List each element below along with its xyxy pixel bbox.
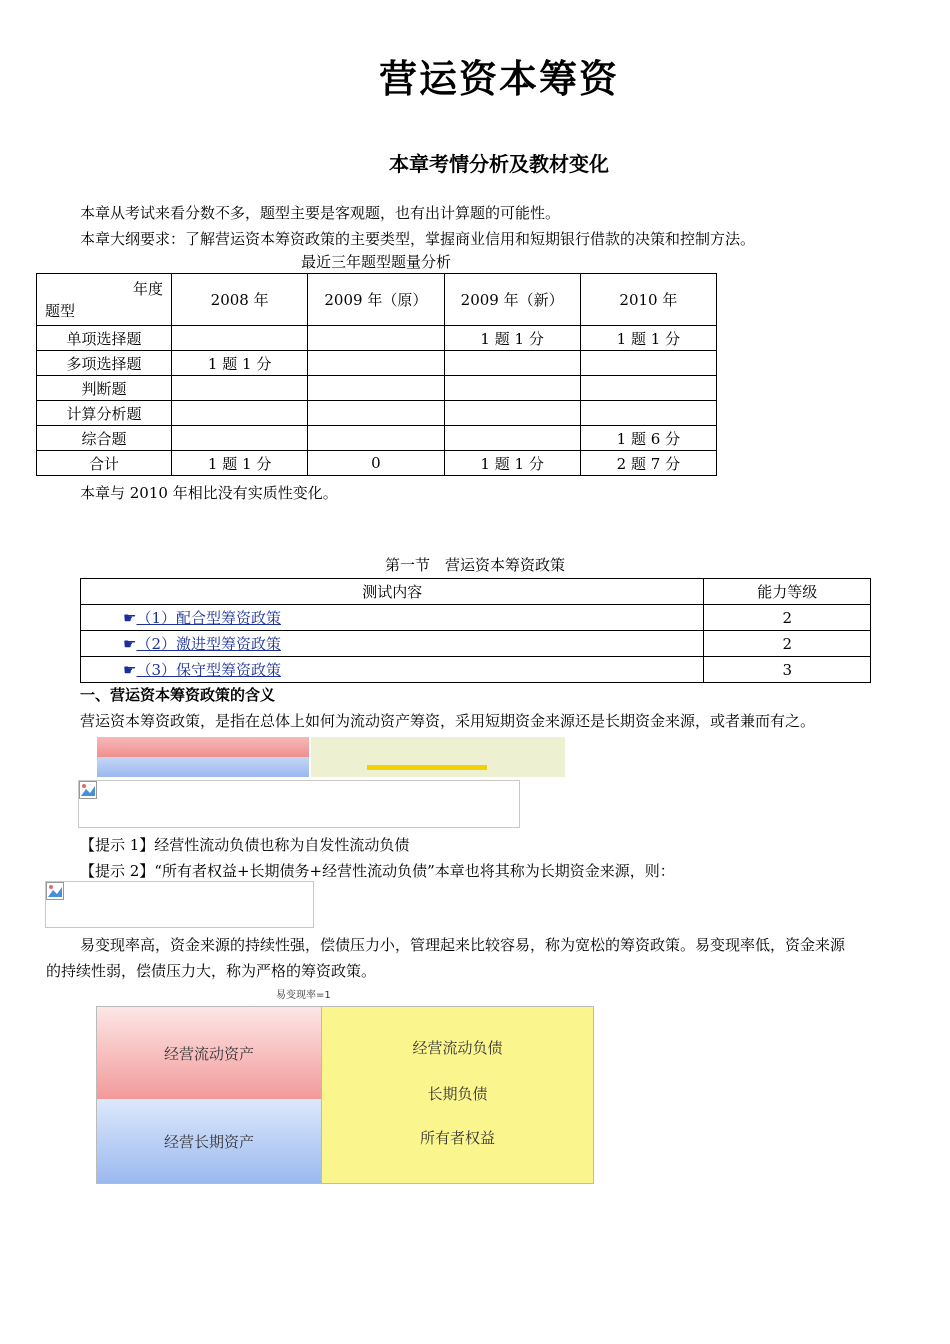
table-cell — [444, 376, 580, 401]
table1-caption: 最近三年题型题量分析 — [300, 253, 451, 271]
cropped-diagram-image — [97, 737, 565, 777]
table-cell: 1 题 1 分 — [444, 451, 580, 476]
table-row — [81, 657, 871, 683]
table-cell — [308, 426, 444, 451]
page-title: 营运资本筹资 — [378, 56, 619, 101]
test-item-cell — [81, 657, 704, 683]
table-cell — [580, 376, 716, 401]
table-cell — [172, 426, 308, 451]
table-row — [37, 376, 717, 401]
header-cell: 能力等级 — [704, 579, 871, 605]
header-cell: 2008 年 — [172, 274, 308, 326]
corner-cell — [37, 274, 172, 326]
table-cell: 1 题 1 分 — [444, 326, 580, 351]
policy-link-conservative[interactable]: （3）保守型筹资政策 — [136, 661, 281, 679]
row-label: 综合题 — [37, 426, 172, 451]
policy-paragraph-line-2: 的持续性弱，偿债压力大，称为严格的筹资政策。 — [46, 962, 377, 980]
row-label: 多项选择题 — [37, 351, 172, 376]
table-row — [81, 631, 871, 657]
balance-diagram — [96, 1006, 594, 1184]
table-cell: 1 题 1 分 — [172, 351, 308, 376]
definition-paragraph: 营运资本筹资政策，是指在总体上如何为流动资产筹资，采用短期资金来源还是长期资金来源，或者兼而有之。 — [80, 712, 816, 730]
operating-current-assets-label: 经营流动资产 — [163, 1044, 254, 1063]
operating-long-term-assets-block — [97, 1099, 322, 1183]
table-cell — [308, 351, 444, 376]
intro-paragraph-2: 本章大纲要求：了解营运资本筹资政策的主要类型，掌握商业信用和短期银行借款的决策和控制方法。 — [80, 230, 756, 248]
pointing-hand-icon: ☛ — [123, 661, 137, 679]
broken-image-placeholder — [45, 881, 314, 928]
table-cell — [444, 351, 580, 376]
broken-image-placeholder — [78, 780, 520, 828]
funding-sources-block — [322, 1007, 593, 1183]
table-cell — [172, 376, 308, 401]
exam-stats-table — [36, 273, 717, 476]
test-item-cell — [81, 631, 704, 657]
policy-link-matching[interactable]: （1）配合型筹资政策 — [136, 609, 281, 627]
table-header-row — [81, 579, 871, 605]
hint-2: 【提示 2】“所有者权益+长期债务+经营性流动负债”本章也将其称为长期资金来源，则： — [80, 862, 675, 880]
policy-link-aggressive[interactable]: （2）激进型筹资政策 — [136, 635, 281, 653]
chapter-subtitle: 本章考情分析及教材变化 — [389, 152, 609, 176]
table-cell: 2 题 7 分 — [580, 451, 716, 476]
table-cell: 0 — [308, 451, 444, 476]
table-row — [37, 451, 717, 476]
row-label: 单项选择题 — [37, 326, 172, 351]
table-cell — [580, 351, 716, 376]
level-cell: 2 — [704, 631, 871, 657]
table-cell — [308, 326, 444, 351]
table-cell — [580, 401, 716, 426]
table-cell: 1 题 1 分 — [172, 451, 308, 476]
operating-long-term-assets-label: 经营长期资产 — [163, 1132, 254, 1151]
test-content-table — [80, 578, 871, 683]
table-cell: 1 题 6 分 — [580, 426, 716, 451]
table-row — [37, 351, 717, 376]
long-term-liabilities-label: 长期负债 — [427, 1084, 488, 1103]
table-cell — [308, 376, 444, 401]
row-label: 判断题 — [37, 376, 172, 401]
section-heading-1: 一、营运资本筹资政策的含义 — [80, 686, 276, 704]
operating-current-assets-block — [97, 1007, 322, 1099]
pointing-hand-icon: ☛ — [123, 635, 137, 653]
table-header-row — [37, 274, 717, 326]
corner-type-label: 题型 — [45, 302, 76, 320]
no-change-note: 本章与 2010 年相比没有实质性变化。 — [80, 484, 338, 502]
row-label: 合计 — [37, 451, 172, 476]
level-cell: 3 — [704, 657, 871, 683]
broken-image-icon — [79, 781, 97, 799]
header-cell: 2009 年（原） — [308, 274, 444, 326]
section-title: 第一节 营运资本筹资政策 — [384, 556, 565, 574]
header-cell: 测试内容 — [81, 579, 704, 605]
policy-paragraph-line-1: 易变现率高，资金来源的持续性强，偿债压力小，管理起来比较容易，称为宽松的筹资政策。易变现率低，资金来源 — [80, 936, 846, 954]
hint-1: 【提示 1】经营性流动负债也称为自发性流动负债 — [80, 836, 410, 854]
header-cell: 2009 年（新） — [444, 274, 580, 326]
corner-year-label: 年度 — [133, 280, 164, 298]
table-row — [81, 605, 871, 631]
level-cell: 2 — [704, 605, 871, 631]
table-cell: 1 题 1 分 — [580, 326, 716, 351]
table-row — [37, 401, 717, 426]
test-item-cell — [81, 605, 704, 631]
table-row — [37, 326, 717, 351]
table-cell — [172, 401, 308, 426]
table-cell — [172, 326, 308, 351]
row-label: 计算分析题 — [37, 401, 172, 426]
operating-current-liabilities-label: 经营流动负债 — [412, 1038, 503, 1057]
table-cell — [308, 401, 444, 426]
table-cell — [444, 426, 580, 451]
table-row — [37, 426, 717, 451]
header-cell: 2010 年 — [580, 274, 716, 326]
diagram-label: 易变现率=1 — [276, 990, 331, 1001]
pointing-hand-icon: ☛ — [123, 609, 137, 627]
broken-image-icon — [46, 882, 64, 900]
intro-paragraph-1: 本章从考试来看分数不多，题型主要是客观题，也有出计算题的可能性。 — [80, 204, 561, 222]
owners-equity-label: 所有者权益 — [419, 1128, 495, 1147]
table-cell — [444, 401, 580, 426]
